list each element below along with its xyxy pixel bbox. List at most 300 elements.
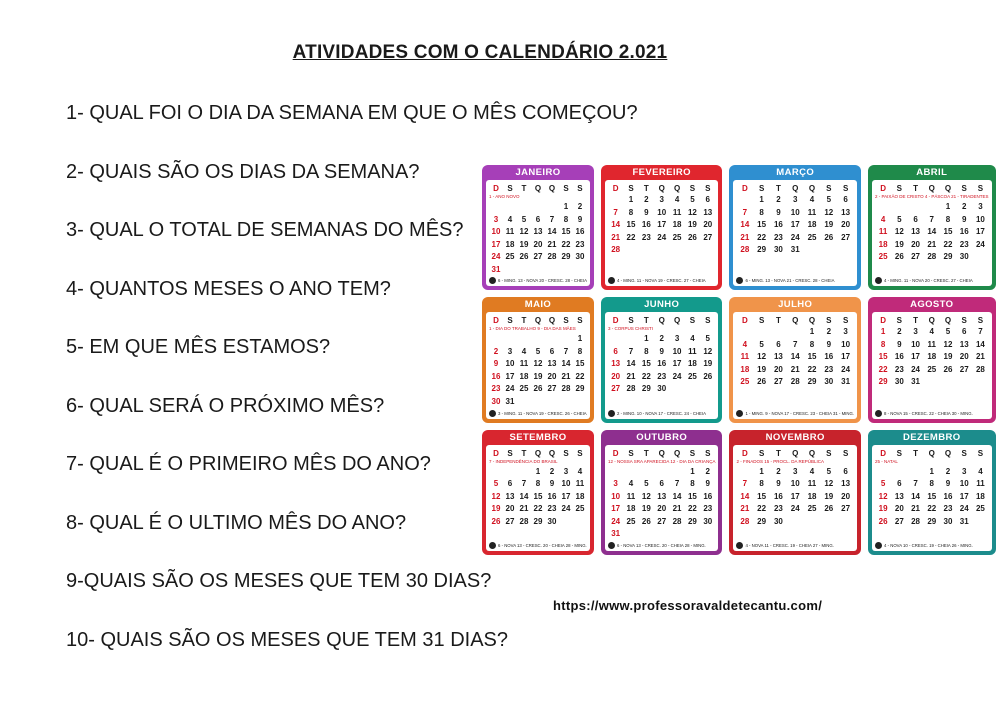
day-cell: 27 xyxy=(841,232,851,242)
moon-phases-text: 4 - NOVA 10 - CRESC. 19 - CHEIA 26 - MING. xyxy=(884,543,973,548)
weekday-label: Q xyxy=(548,184,556,193)
day-cell: 25 xyxy=(975,504,985,514)
week-row xyxy=(608,346,715,359)
source-url[interactable]: https://www.professoravaldetecantu.com/ xyxy=(553,598,823,613)
day-cell: 20 xyxy=(611,371,621,381)
weekday-label: S xyxy=(961,316,967,326)
day-cell: 15 xyxy=(575,359,585,369)
day-cell: 1 xyxy=(563,202,569,211)
weekday-label: S xyxy=(689,184,696,193)
moon-icon xyxy=(875,277,882,284)
day-cell: 1 xyxy=(880,327,886,337)
day-cell: 19 xyxy=(943,352,953,362)
day-cell xyxy=(700,383,715,396)
day-cell: 11 xyxy=(575,479,585,489)
day-cell xyxy=(924,376,940,389)
weekday-label: D xyxy=(880,316,887,326)
month-card-setembro xyxy=(482,430,594,555)
day-cell xyxy=(924,201,940,214)
month-body xyxy=(486,312,590,418)
day-cell: 29 xyxy=(561,252,571,261)
day-cell: 8 xyxy=(945,214,951,224)
day-cell: 29 xyxy=(943,252,953,261)
day-cell: 16 xyxy=(773,491,783,501)
day-cell: 19 xyxy=(533,371,543,381)
day-cell: 30 xyxy=(894,377,904,387)
day-cell: 22 xyxy=(943,239,953,249)
day-cell: 17 xyxy=(491,239,501,249)
weekday-label: S xyxy=(563,448,569,458)
weekday-label: S xyxy=(826,448,832,458)
question-4: 4- QUANTOS MESES O ANO TEM? xyxy=(66,277,391,300)
day-cell: 10 xyxy=(561,479,571,489)
day-cell: 6 xyxy=(549,346,555,356)
day-cell: 11 xyxy=(807,207,817,217)
day-cell: 8 xyxy=(644,346,649,356)
week-row xyxy=(736,194,854,207)
day-cell: 8 xyxy=(880,339,886,349)
day-cell: 12 xyxy=(519,227,529,236)
month-card-julho xyxy=(729,297,861,422)
day-cell: 19 xyxy=(824,220,834,229)
day-cell: 10 xyxy=(975,214,985,224)
day-cell: 10 xyxy=(672,346,682,356)
day-cell: 15 xyxy=(561,227,571,236)
day-cell: 30 xyxy=(491,396,501,406)
weekday-label: S xyxy=(896,184,903,193)
day-cell xyxy=(545,264,559,277)
day-cell: 29 xyxy=(757,245,767,254)
day-cell xyxy=(608,333,623,346)
day-cell: 8 xyxy=(809,339,815,349)
page-title: ATIVIDADES COM O CALENDÁRIO 2.021 xyxy=(292,42,668,63)
day-cell: 19 xyxy=(687,220,697,229)
week-row xyxy=(608,232,715,245)
day-cell: 16 xyxy=(773,220,783,229)
day-cell: 15 xyxy=(641,359,651,369)
day-cell xyxy=(907,466,923,479)
day-cell: 1 xyxy=(929,466,934,476)
day-cell: 17 xyxy=(841,352,851,362)
day-cell xyxy=(875,466,891,479)
day-cell: 31 xyxy=(491,264,501,274)
day-cell: 17 xyxy=(975,227,985,236)
day-cell: 17 xyxy=(672,359,682,369)
day-cell: 30 xyxy=(773,245,783,254)
month-body xyxy=(486,445,590,551)
week-row xyxy=(489,503,587,516)
day-cell xyxy=(608,466,623,479)
weekday-label: T xyxy=(913,448,918,458)
day-cell: 29 xyxy=(533,516,543,526)
day-cell: 21 xyxy=(547,239,557,249)
moon-icon xyxy=(736,410,743,417)
week-row xyxy=(875,226,989,239)
day-cell: 19 xyxy=(878,504,888,514)
moon-icon xyxy=(736,542,743,549)
day-cell xyxy=(489,333,503,346)
day-cell xyxy=(770,326,787,339)
weekday-label: S xyxy=(826,316,832,326)
month-name: JUNHO xyxy=(644,299,680,311)
week-row xyxy=(736,244,854,257)
weekday-header xyxy=(608,315,715,326)
week-row xyxy=(875,326,989,339)
day-cell: 22 xyxy=(757,504,767,514)
day-cell: 31 xyxy=(841,377,851,387)
month-name: MARÇO xyxy=(776,167,815,178)
day-cell xyxy=(669,466,684,479)
weekday-label: T xyxy=(521,448,527,458)
week-row xyxy=(489,516,587,529)
day-cell: 23 xyxy=(491,384,501,394)
weekday-label: S xyxy=(977,448,984,458)
moon-phases xyxy=(736,542,854,549)
month-name: OUTUBRO xyxy=(636,431,688,443)
weekday-label: T xyxy=(775,316,781,326)
day-cell: 16 xyxy=(547,491,557,501)
day-cell: 13 xyxy=(703,207,713,217)
day-cell: 26 xyxy=(519,252,529,261)
day-cell: 17 xyxy=(959,491,969,501)
day-cell: 21 xyxy=(626,371,636,381)
day-cell: 17 xyxy=(790,220,800,229)
week-row xyxy=(736,364,854,377)
week-row xyxy=(489,371,587,384)
month-card-junho xyxy=(601,297,722,422)
day-cell xyxy=(820,516,837,529)
moon-phases xyxy=(875,542,989,549)
day-cell: 9 xyxy=(961,214,967,224)
week-row xyxy=(489,346,587,359)
day-cell: 26 xyxy=(491,516,501,526)
weekday-label: Q xyxy=(792,184,799,193)
month-card-fevereiro xyxy=(601,165,722,290)
day-cell: 5 xyxy=(826,195,832,204)
day-cell: 26 xyxy=(824,232,834,242)
moon-icon xyxy=(489,277,496,284)
day-cell: 24 xyxy=(657,232,667,242)
weekday-label: Q xyxy=(534,184,542,193)
week-row xyxy=(736,351,854,364)
week-row xyxy=(608,491,715,504)
day-cell: 10 xyxy=(790,479,800,489)
day-cell xyxy=(559,396,573,409)
day-cell xyxy=(972,251,988,264)
week-row xyxy=(608,244,715,257)
weekday-header xyxy=(608,183,715,194)
day-cell: 5 xyxy=(945,327,951,337)
day-cell xyxy=(654,466,669,479)
day-cell: 22 xyxy=(575,371,585,381)
day-cell: 19 xyxy=(824,491,834,501)
day-cell: 5 xyxy=(535,346,541,356)
day-cell: 29 xyxy=(807,377,817,387)
day-cell: 5 xyxy=(826,466,832,476)
weekday-label: S xyxy=(896,316,903,326)
day-cell: 31 xyxy=(959,516,969,526)
day-cell: 26 xyxy=(687,232,697,242)
day-cell: 9 xyxy=(897,339,902,349)
weekday-label: Q xyxy=(548,448,556,458)
day-cell: 28 xyxy=(611,245,621,254)
week-row xyxy=(608,478,715,491)
day-cell: 8 xyxy=(577,346,583,356)
weekday-label: Q xyxy=(673,448,681,458)
day-cell: 11 xyxy=(878,227,888,236)
day-cell: 18 xyxy=(626,504,636,514)
weekday-label: T xyxy=(643,448,649,458)
day-cell: 12 xyxy=(824,479,834,489)
day-cell: 7 xyxy=(521,479,527,489)
weekday-label: D xyxy=(741,448,748,458)
day-cell: 26 xyxy=(824,504,834,514)
weekday-label: T xyxy=(521,316,527,326)
day-cell xyxy=(654,528,669,541)
weekday-label: Q xyxy=(928,184,935,193)
day-cell xyxy=(573,396,587,409)
week-row xyxy=(489,466,587,479)
week-row xyxy=(489,358,587,371)
day-cell: 25 xyxy=(807,504,817,514)
weekday-label: Q xyxy=(792,316,799,326)
day-cell xyxy=(787,516,804,529)
day-cell: 6 xyxy=(659,479,664,489)
day-cell: 13 xyxy=(533,227,543,236)
day-cell: 12 xyxy=(943,339,953,349)
day-cell: 17 xyxy=(611,504,621,514)
day-cell xyxy=(972,376,988,389)
day-cell: 2 xyxy=(776,195,781,204)
day-cell: 30 xyxy=(959,252,969,261)
day-cell: 22 xyxy=(807,364,817,374)
day-cell: 7 xyxy=(913,479,918,489)
day-cell: 24 xyxy=(790,504,800,514)
week-row xyxy=(875,516,989,529)
weekday-label: Q xyxy=(534,316,542,326)
day-cell: 11 xyxy=(626,491,636,501)
day-cell: 11 xyxy=(976,479,985,489)
day-cell: 21 xyxy=(561,371,571,381)
day-cell: 10 xyxy=(657,207,667,217)
day-cell: 30 xyxy=(773,516,783,526)
day-cell: 9 xyxy=(493,359,499,369)
day-cell: 3 xyxy=(563,466,569,476)
day-cell: 2 xyxy=(897,327,902,337)
day-cell: 3 xyxy=(793,195,798,204)
weekday-header xyxy=(736,448,854,459)
week-row xyxy=(736,232,854,245)
day-cell: 9 xyxy=(705,479,710,489)
day-cell: 20 xyxy=(773,364,783,374)
day-cell xyxy=(837,244,854,257)
day-cell: 30 xyxy=(575,252,585,261)
day-cell: 17 xyxy=(790,491,800,501)
day-cell: 28 xyxy=(547,252,557,261)
day-cell xyxy=(559,516,573,529)
day-cell: 3 xyxy=(659,195,664,204)
day-cell: 5 xyxy=(521,214,527,224)
day-cell: 27 xyxy=(505,516,515,526)
day-cell xyxy=(517,264,531,277)
weekday-label: S xyxy=(961,184,967,193)
day-cell: 2 xyxy=(577,202,583,211)
question-10: 10- QUAIS SÃO OS MESES QUE TEM 31 DIAS? xyxy=(66,628,508,651)
week-row xyxy=(736,491,854,504)
day-cell: 23 xyxy=(641,232,651,242)
weekday-label: S xyxy=(758,316,765,326)
week-row xyxy=(875,201,989,214)
day-cell: 15 xyxy=(757,220,767,229)
day-cell: 24 xyxy=(959,504,969,514)
month-card-janeiro xyxy=(482,165,594,290)
day-cell: 12 xyxy=(703,346,713,356)
day-cell: 21 xyxy=(927,239,937,249)
day-cell: 24 xyxy=(505,384,515,394)
day-cell: 28 xyxy=(975,364,985,374)
day-cell xyxy=(517,333,531,346)
day-cell: 29 xyxy=(575,384,585,394)
month-card-abril xyxy=(868,165,996,290)
day-cell: 10 xyxy=(491,227,501,236)
week-row xyxy=(489,333,587,346)
week-row xyxy=(608,358,715,371)
day-cell: 21 xyxy=(975,352,985,362)
day-cell: 22 xyxy=(641,371,651,381)
week-row xyxy=(489,478,587,491)
day-cell: 10 xyxy=(911,339,921,349)
day-cell: 22 xyxy=(757,232,767,242)
weekday-label: D xyxy=(493,448,499,458)
week-row xyxy=(489,491,587,504)
weekday-label: Q xyxy=(673,316,681,326)
day-cell: 27 xyxy=(611,384,621,394)
weekday-label: Q xyxy=(658,184,665,193)
day-cell: 16 xyxy=(575,227,585,236)
day-cell: 7 xyxy=(563,346,569,356)
day-cell: 20 xyxy=(657,504,667,514)
day-cell xyxy=(639,528,654,541)
day-cell xyxy=(804,244,821,257)
day-cell: 25 xyxy=(927,364,937,374)
day-cell: 9 xyxy=(644,207,649,217)
month-name: ABRIL xyxy=(916,167,948,178)
weekday-label: S xyxy=(842,448,849,458)
day-cell xyxy=(736,194,753,207)
day-cell: 27 xyxy=(547,384,557,394)
day-cell: 17 xyxy=(561,491,571,501)
month-name: FEVEREIRO xyxy=(632,167,691,178)
month-name: AGOSTO xyxy=(910,299,954,311)
day-cell: 2 xyxy=(826,327,832,337)
day-cell: 14 xyxy=(626,359,636,369)
day-cell: 26 xyxy=(894,252,904,261)
day-cell: 20 xyxy=(533,239,543,249)
month-body xyxy=(605,312,718,418)
day-cell: 16 xyxy=(491,371,501,381)
day-cell: 3 xyxy=(674,334,680,344)
weekday-label: Q xyxy=(928,448,935,458)
day-cell xyxy=(489,201,503,214)
weekday-label: S xyxy=(689,448,696,458)
day-cell: 16 xyxy=(824,352,834,362)
moon-icon xyxy=(875,542,882,549)
question-6: 6- QUAL SERÁ O PRÓXIMO MÊS? xyxy=(66,394,385,417)
weekday-label: T xyxy=(913,184,918,193)
weekday-header xyxy=(608,448,715,459)
day-cell: 14 xyxy=(611,220,621,229)
weekday-label: S xyxy=(577,316,583,326)
day-cell: 16 xyxy=(641,220,651,229)
week-row xyxy=(875,239,989,252)
day-cell: 1 xyxy=(759,195,764,204)
day-cell: 3 xyxy=(793,466,798,476)
day-cell: 1 xyxy=(628,195,634,204)
day-cell: 24 xyxy=(491,252,501,261)
day-cell: 24 xyxy=(841,364,851,374)
month-body xyxy=(733,312,857,418)
day-cell: 4 xyxy=(507,214,513,224)
day-cell: 20 xyxy=(505,504,515,514)
day-cell: 18 xyxy=(672,220,682,229)
day-cell: 19 xyxy=(491,504,501,514)
month-body xyxy=(872,312,992,418)
question-8: 8- QUAL É O ULTIMO MÊS DO ANO? xyxy=(66,511,407,534)
week-row xyxy=(736,326,854,339)
day-cell xyxy=(503,333,517,346)
day-cell: 6 xyxy=(705,195,710,204)
day-cell: 25 xyxy=(878,252,888,261)
day-cell: 16 xyxy=(657,359,667,369)
weekday-label: S xyxy=(507,316,513,326)
day-cell: 28 xyxy=(911,516,921,526)
day-cell: 4 xyxy=(880,214,886,224)
day-cell: 11 xyxy=(505,227,515,236)
holiday-note: 1 - DIA DO TRABALHO 9 - DIA DAS MÃES xyxy=(489,326,576,332)
weekday-label: Q xyxy=(808,448,816,458)
day-cell: 19 xyxy=(641,504,651,514)
day-cell: 8 xyxy=(759,479,764,489)
moon-phases xyxy=(608,410,715,417)
day-cell xyxy=(517,201,531,214)
day-cell: 25 xyxy=(740,377,750,387)
week-row xyxy=(489,239,587,252)
day-cell: 3 xyxy=(961,466,967,476)
day-cell: 18 xyxy=(505,239,515,249)
weekday-label: Q xyxy=(928,316,935,326)
day-cell: 10 xyxy=(959,479,969,489)
day-cell: 14 xyxy=(547,227,557,236)
day-cell xyxy=(753,326,770,339)
day-cell: 17 xyxy=(505,371,515,381)
weekday-label: D xyxy=(612,184,619,193)
weekday-label: S xyxy=(758,184,765,193)
day-cell: 6 xyxy=(843,466,848,476)
day-cell: 10 xyxy=(790,207,800,217)
day-cell xyxy=(531,264,545,277)
day-cell: 12 xyxy=(878,491,888,501)
week-row xyxy=(875,491,989,504)
day-cell: 4 xyxy=(628,479,634,489)
day-cell: 6 xyxy=(961,327,967,337)
week-row xyxy=(875,376,989,389)
weekday-label: T xyxy=(521,184,527,193)
weekday-label: S xyxy=(842,316,849,326)
day-cell: 3 xyxy=(493,214,499,224)
holiday-note: 7 - INDEPENDÊNCIA DO BRASIL xyxy=(489,458,558,464)
day-cell xyxy=(891,466,907,479)
holiday-note: 2 - PAIXÃO DE CRISTO 4 - PÁSCOA 21 - TIRADENTES xyxy=(875,194,989,199)
